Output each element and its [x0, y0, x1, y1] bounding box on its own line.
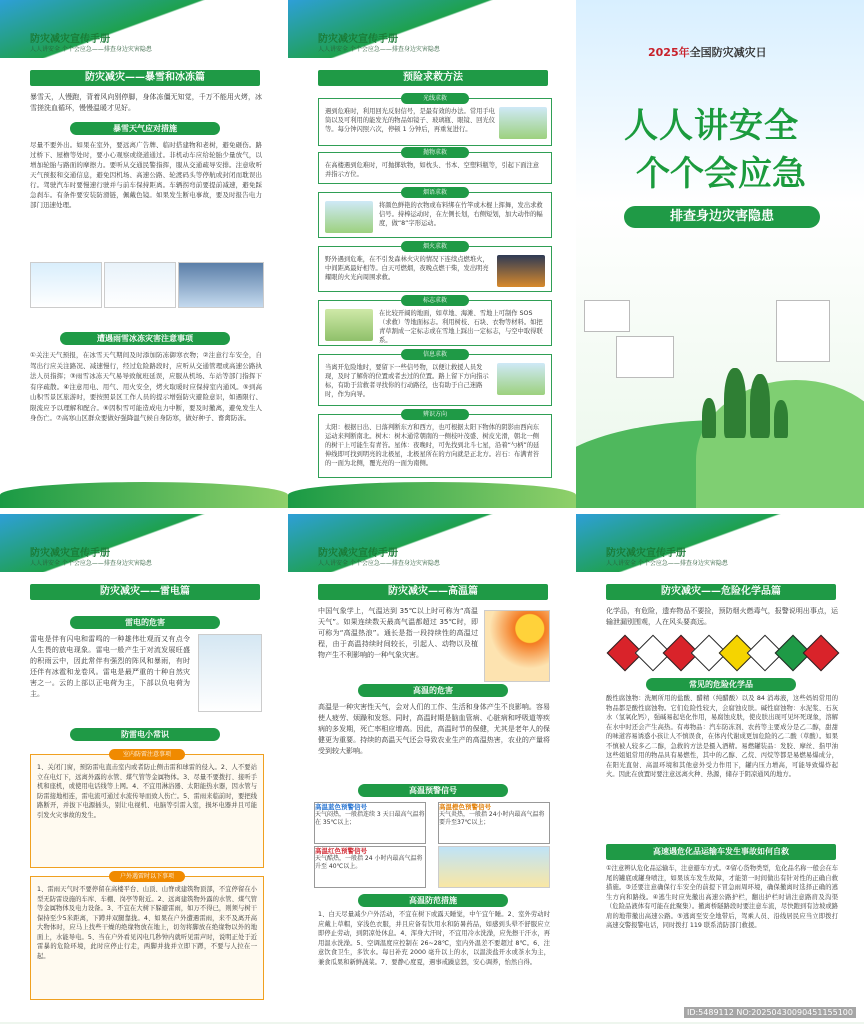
- panel-snow: [0, 0, 288, 508]
- card-text: 太阳：根据日出、日落判断东方和西方，也可根据太阳下物体的阴影由西向东运动来判断南北。树木：树木通常朝南的一侧枝叶茂盛、树皮光滑，朝北一侧的树干上可能生有青苔。星体：夜晚时，可先找到北斗七星，沿着“勺柄”的延伸线即可找到明亮的北极星，北极星所在的方向就是正北方。岩石：布满青苔的一面为北侧，覆光亮的一面为南侧。: [325, 424, 540, 467]
- note-text: 1、关闭门窗，预防雷电直击室内或者防止侧击雷和球雷的侵入。2、人不要站立在电灯下，远离外露的水管、煤气管等金属物体。3、尽量不要拨打、接听手机和座机，或使用电话线等上网。4、不宜用淋浴器、太阳能热水器，因水管与防雷接地相连，雷电流可通过水流传导而致人伤亡。5、雷雨来临前时，要把线路断开，并拔下电源插头，别让电视机、电脑等引雷入室，损坏电器并且可能引发火灾事故的发生。: [37, 764, 257, 819]
- subsection-title: 暴雪天气应对措施: [70, 122, 220, 135]
- thermometer-sun-image: [484, 610, 550, 682]
- mirror-signal-image: [499, 107, 547, 139]
- card-title: 标志求救: [401, 295, 469, 306]
- intro-text: 暴雪天，人慢跑，背着风向别停脚，身体冻僵无知觉，千万不能用火烤，冰雪搓洗血循环，慢慢温暖才见好。: [30, 93, 262, 112]
- section-title: 预险求救方法: [318, 70, 548, 86]
- subsection-title: 雷电的危害: [70, 616, 220, 629]
- panel-cover: [576, 0, 864, 508]
- illustration-snow-person: [30, 262, 102, 308]
- footer-wave: [288, 482, 576, 508]
- watermark-id: ID:5489112 NO:20250430090451155100: [684, 1007, 856, 1018]
- brand-tagline: 人人讲安全 个个会应急——排查身边灾害隐患: [606, 560, 728, 567]
- rescue-card: [318, 95, 552, 146]
- brand-tagline: 人人讲安全 个个会应急——排查身边灾害隐患: [30, 560, 152, 567]
- heat-scene-image: [438, 846, 550, 888]
- body-text: 酸性腐蚀物：洗厕所用的盐酸、醋精（纯醋酸）以及 84 消毒液，这些妈妈常用的物品都是酸性腐蚀物。它们危险性较大，会腐蚀皮肤。碱性腐蚀物：水泥浆、石灰水（氢氧化钙），强碱易起皂化作用，易腐蚀皮肤，使皮肤出现可见坏死现象，溶解在水中时还会产生高热。有毒物品：汽车防冻剂、农药等主要成分是乙二醇，甜甜的味道容易诱惑小孩让人不慎误食，在体内代谢成更加危险的乙二酸（草酸）。如果不慎被人较多乙二醇，急救的方法是摄入酒精。易燃罐装品：发胶、摩丝、指甲油这些姐姐常用的物品具有易燃性，其中的乙醇、乙烷、丙烷等都是易燃易爆成分，在阳光直射、高温环境和其他意外受力作用下，罐内压力增高，可能导致爆炸起火。因此在放置时要注意远离火种、热源，储存于阴凉通风的地方。: [606, 695, 838, 778]
- warning-text: 天气酷热，一般指 24 小时内最高气温将升至 40℃以上。: [315, 855, 423, 870]
- cover-headline-1: 人人讲安全: [624, 106, 799, 146]
- section-title: 防灾减灾——暴雪和冰冻篇: [30, 70, 260, 86]
- section-title: 防灾减灾——高温篇: [318, 584, 548, 600]
- watermark-logo: 昵图网: [20, 1003, 62, 1019]
- warning-title: 高温蓝色预警信号: [315, 803, 367, 811]
- brand-title: 防灾减灾宣传手册: [606, 548, 686, 559]
- brand-title: 防灾减灾宣传手册: [30, 34, 110, 45]
- illustration-snowman: [104, 262, 176, 308]
- note-box: [30, 873, 264, 1000]
- brochure-inside: [0, 514, 864, 1022]
- intro-text: 化学品，有危险，遗弃物品不要捡，预防烟火燃毒气，报警说明出事点，运输泄漏别围观，人在风头要高远。: [606, 607, 838, 626]
- warning-text: 天气闷热，一般指连续 3 天日最高气温将在 35℃以上；: [315, 811, 425, 826]
- panel-lightning: [0, 514, 288, 1022]
- section-title: 防灾减灾——危险化学品篇: [606, 584, 836, 600]
- rescue-card: [318, 297, 552, 346]
- panel-heat: [288, 514, 576, 1022]
- brand-tagline: 人人讲安全 个个会应急——排查身边灾害隐患: [30, 46, 152, 53]
- rescue-card: [318, 411, 552, 478]
- panel-rescue: [288, 0, 576, 508]
- note-title: 室内防雷注意事项: [109, 749, 185, 760]
- subsection-title: 防雷电小常识: [70, 728, 220, 741]
- warning-text: 天气炎热，一般指 24小时内最高气温将要升至37℃以上；: [439, 811, 545, 826]
- warning-title: 高温橙色预警信号: [439, 803, 491, 811]
- card-text: 当离开危险地时，要留下一些信号物，以便让救援人员发现，及时了解你的位置或者去过的位置。路上留下方向指示标，有助于营救者寻找你的行动路径，也有助于自己迷路时，作为向导。: [325, 364, 489, 398]
- subsection-title: 高速遇危化品运输车发生事故如何自救: [606, 844, 836, 860]
- rescue-card: [318, 149, 552, 184]
- cover-event: 全国防灾减灾日: [689, 46, 767, 59]
- family-silhouette-icon: [774, 400, 788, 438]
- section-title: 防灾减灾——雷电篇: [30, 584, 260, 600]
- family-silhouette-icon: [750, 374, 770, 438]
- body-text: ①注意辨认危化品运输车，注意避车方式。②留心货物类型，危化品名称一般会在车尾的罐底或罐身喷注，如果该车发生故障，才能第一时间做出有针对性的正确自救措施。③还要注意确保行车安全的前提下冒急雨周环境，确保撤离时选择正确的逃生方向和路线。④逃生时应先撤出高速公路护栏，翻出护栏时请注意路肩及沟渠（危险品液体有可能在此聚集）。撤离桥隧路段时要注意车流，尽快跑到有边坡或路肩的地带撤出高速公路。⑤逃离至安全地带后，驾乘人员、沿线居民应当立即拨打高速交警报警电话，同时拨打 119 联系消防部门救援。: [606, 865, 838, 929]
- note-box: [30, 751, 264, 868]
- fire-signal-image: [497, 255, 545, 287]
- warning-box-blue: [314, 802, 426, 844]
- card-title: 辨识方向: [401, 409, 469, 420]
- card-text: 在比较开阔的地面，如草地、海滩、雪地上可制作 SOS（求救）等地面标志。利用树枝、石块、衣物等材料。如把青草割成一定标志或在雪地上踩出一定标志，与空中取得联系。: [379, 310, 543, 344]
- brochure-outside: [0, 0, 864, 508]
- card-title: 信息求救: [401, 349, 469, 360]
- body-text: 尽量不要外出。如果在室外，要远离广告牌、临时搭建物和老树，避免砸伤。路过桥下、屋檐等处时，要小心观察或绕道通过。非机动车应给轮胎少量放气，以增加轮胎与路面的摩擦力。要听从交通民警指挥，服从交通疏导安排。注意收听天气预报和交通信息，避免因机场、高速公路、轮渡码头等停航或封闭而耽误出行。驾驶汽车时要慢速行驶并与前车保持距离。车辆拐弯前要提前减速，避免踩急刹车。有条件要安装防滑链，佩戴色镜。如果发生断电事故，要及时报告电力部门迅速处理。: [30, 141, 262, 209]
- cover-year: 2025年: [648, 46, 690, 59]
- brand-tagline: 人人讲安全 个个会应急——排查身边灾害隐患: [318, 46, 440, 53]
- subsection-title: 高温预警信号: [358, 784, 508, 797]
- sos-ground-image: [325, 309, 373, 341]
- card-title: 烟火求救: [401, 241, 469, 252]
- warning-box-orange: [438, 802, 550, 844]
- card-text: 将颜色鲜艳的衣物或布料绑在竹竿或木棍上挥舞，发出求救信号。持棒运动时，在左侧长划，右侧短划，加大动作的幅度，做“8”字形运动。: [379, 202, 543, 227]
- subsection-title: 遭遇雨雪冰冻灾害注意事项: [60, 332, 230, 345]
- warning-title: 高温红色预警信号: [315, 847, 367, 855]
- body-text: 雷电是伴有闪电和雷鸣的一种雄伟壮观而又有点令人生畏的放电现象。雷电一般产生于对流发展旺盛的积雨云中，因此常伴有强烈的阵风和暴雨，有时还伴有冰雹和龙卷风。雷电是最严重的十种自然灾害之一。云的上部以正电荷为主，下部以负电荷为主。: [30, 635, 190, 698]
- cover-date: [648, 44, 767, 60]
- card-title: 烟语求救: [401, 187, 469, 198]
- subsection-title: 高温的危害: [358, 684, 508, 697]
- brand-title: 防灾减灾宣传手册: [318, 548, 398, 559]
- intro-text: 中国气象学上，气温达到 35℃以上时可称为“高温天气”。如果连续数天最高气温都超过 35℃时，即可称为“高温热浪”。通长是指一段持续性的高温过程，由于高温持续时间较长，引起人、动物以及植物产生不利影响的一种气象灾害。: [318, 607, 478, 659]
- note-title: 户外遇雷时以下事项: [109, 871, 185, 882]
- footer-wave: [0, 482, 288, 508]
- body-text: 1、白天尽量减少户外活动，不宜在树下或露天睡觉，中午宜午睡。2、室外劳动时应戴上草帽，穿浅色衣服，并且应备有饮用水和防暑药品，如感到头晕不舒服应立即停止劳动，到阴凉处休息。4、浑身大汗时，不宜用冷水洗澡，应先擦干汗水，再用温水洗澡。5、空调温度应控制在 26~28℃，室内外温差不要超过 8℃。6、注意饮食卫生，多饮水。每日补充 2000 毫升以上的水，以温淡盐开水或茶水为主，兼食瓜果和新鲜蔬菜。7、要静心度夏，遇事戒躁息怒，安心调养，怡然自得。: [318, 911, 550, 966]
- subsection-title: 高温防范措施: [358, 894, 508, 907]
- flag-signal-image: [325, 201, 373, 233]
- lightning-tower-image: [198, 634, 262, 712]
- body-text: ①关注天气预报，在冰雪天气期间及时添加防冻御寒衣物；②注意行车安全，自驾出行应关注路况、减速慢行，经过危险路段时，应听从交通管理或高速公路执法人员指挥；③雨雪冰冻天气易导致航班延误，应服从机场、车站等部门指挥下有序疏散。④注意用电、用气、用火安全，烤火取暖时应保持室内通风。⑤到高山积雪景区旅游时，要按照景区工作人员的提示增强防灾避险意识，如遇限行、限流应予以理解和配合。⑥因积雪可能造成电力中断，要及时撤离，避免发生人身伤亡。⑦高寒山区群众要做好强降温气候自身防寒，做好种子、畜禽防冻。: [30, 351, 262, 422]
- body-text: 高温是一种灾害性天气，会对人们的工作、生活和身体产生不良影响。容易使人疲劳、烦躁和发怒。同时，高温时期是脑血管病、心脏病和呼吸道等疾病的多发期，死亡率相应增高。因此，高温时节的保健，尤其是老年人的保健更为重要。持续的高温天气还会导致农业生产的高温热害，农业的产量将受到较大影响。: [318, 703, 550, 755]
- brand-title: 防灾减灾宣传手册: [30, 548, 110, 559]
- house-icon: [584, 300, 630, 332]
- cover-ribbon: 排查身边灾害隐患: [624, 206, 820, 228]
- card-text: 野外遇到危难，在不引发森林火灾的情况下连续点燃堆火，中间距离最好相等。白天可燃烟，夜晚点燃干柴，发出明亮耀眼的火光向周围求救。: [325, 256, 489, 281]
- family-silhouette-icon: [702, 398, 716, 438]
- trail-marker-image: [497, 363, 545, 395]
- card-title: 抛物求救: [401, 147, 469, 158]
- note-text: 1、雷雨天气时不要停留在高楼平台、山顶、山脊或建筑物顶部，不宜停留在小型无防雷设施的车库、车棚、岗亭等附近。2、远离建筑物外露的水管、煤气管等金属物体及电力设备。3、不宜在大树下躲避雷雨，如万不得已，则须与树干保持至少5米距离，下蹲并双腿靠拢。4、如果在户外遭遇雷雨，来不及离开高大物体时，应马上找些干燥的绝缘物放在地上，切勿将脚放在绝缘物以外的地面上，水能导电。5、当在户外看见闪电几秒钟内就听见雷声时，说明正处于近雷暴的危险环境，此时应停止行走，两脚并拢并立即下蹲，不要与人拉在一起。: [37, 886, 257, 960]
- card-text: 在高楼遇到危难时，可抛掷软物，如枕头、书本、空塑料瓶等，引起下面注意并指示方位。: [325, 162, 540, 178]
- cover-headline-2: 个个会应急: [636, 154, 806, 194]
- subsection-title: 常见的危险化学品: [646, 678, 796, 691]
- explosive-hazard-icon: [803, 635, 840, 672]
- panel-chemicals: [576, 514, 864, 1022]
- illustration-snowy-road: [178, 262, 264, 308]
- card-title: 光线求救: [401, 93, 469, 104]
- brand-title: 防灾减灾宣传手册: [318, 34, 398, 45]
- house-icon: [616, 336, 674, 378]
- brand-tagline: 人人讲安全 个个会应急——排查身边灾害隐患: [318, 560, 440, 567]
- card-text: 遇到危难时，利用回光反射信号，是最有效的办法。常用手电筒以及可利用的能发光的物品如镜子、玻璃瓶、眼镜、回光仪等。每分钟闪照六次，停顿 1 分钟后，再重复进行。: [325, 108, 496, 133]
- house-icon: [776, 300, 830, 362]
- rescue-card: [318, 189, 552, 238]
- rescue-card: [318, 351, 552, 406]
- warning-box-red: [314, 846, 426, 888]
- rescue-card: [318, 243, 552, 292]
- family-silhouette-icon: [724, 368, 746, 438]
